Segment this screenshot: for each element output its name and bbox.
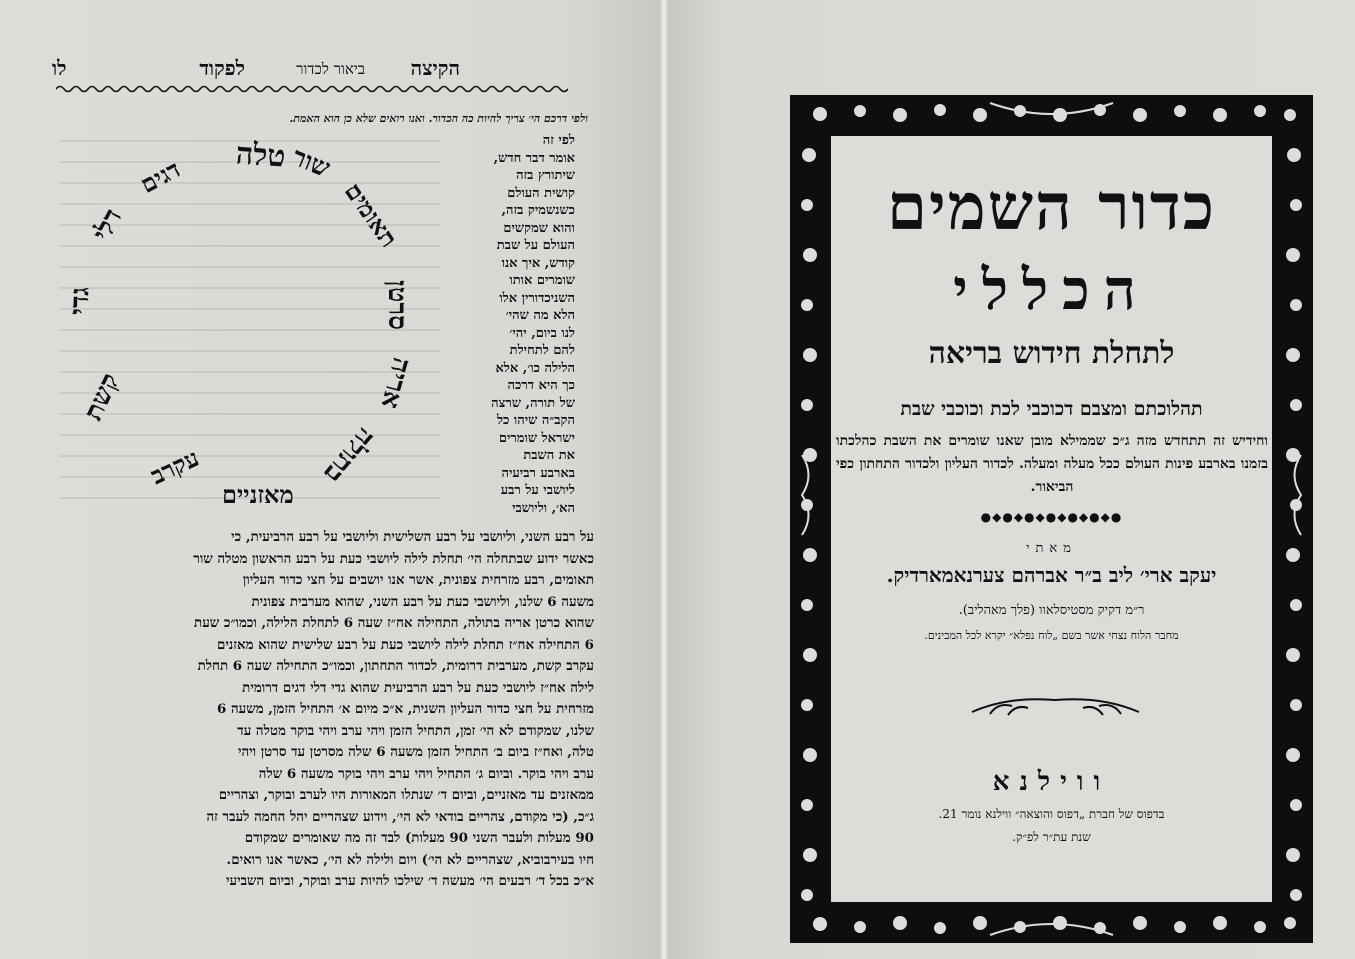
zodiac-dagim: דגים — [135, 154, 185, 199]
running-head-part2: ביאור לכדור — [296, 60, 365, 78]
side-line: קושית העולם — [507, 185, 575, 201]
title-paragraph: וחידיש זה תתחדש מזה ג״כ שממילא מובן שאנו שומרים את השבת כהלכתו בזמנו בארבע פינות העולם ככל מעלה ומעלה. לכדור העליון ולכדור התחתון כפי הביאור. — [836, 433, 1268, 495]
zodiac-taleh: טלה — [234, 136, 287, 175]
author-name: יעקב ארי׳ ליב ב״ר אברהם צערנאמארדיק. — [886, 563, 1217, 587]
body-line: טלה, ואח״ז ביום ב׳ התחיל הזמן משעה 6 שלה מסרטן עד סרטן ויהי — [237, 744, 594, 760]
body-line: שלנו, שמקודם לא הי׳ זמן, התחיל הזמן ויהי ערב ויהי בוקר מטלה עד — [237, 722, 594, 739]
ornament-row: ●◆●◆●◆●◆●◆●◆● — [980, 510, 1123, 524]
author-credit: מחבר הלוח נצחי אשר בשם „לוח נפלא״ יקרא לכל המבינים. — [924, 629, 1179, 642]
zodiac-shor: שור — [287, 142, 335, 184]
body-line: 6 התחילה אח״ז תחלת לילה ליושבי כעת על רבע שלישית שהוא מאזנים — [217, 636, 594, 653]
side-line: לנו ביום, יהי׳ — [509, 325, 575, 341]
side-line: כך היא דרכה — [507, 378, 575, 393]
swash-ornament — [968, 690, 1143, 720]
body-line: ערב ויהי בוקר. וביום ג׳ התחיל ויהי ערב ויהי בוקר משעה 6 שלה — [258, 765, 594, 782]
side-line: העולם על שבת — [496, 238, 575, 253]
side-line: הא׳, וליושבי — [512, 500, 575, 516]
side-line: הלילה כו׳, אלא — [495, 360, 575, 376]
zodiac-akrav: עקרב — [145, 442, 204, 491]
page-number: לו — [52, 56, 67, 80]
body-line: תאומים, רבע מזרחית צפונית, אשר אנו יושבים על חצי כדור העליון — [242, 572, 594, 588]
zodiac-sartan: סרטן — [381, 280, 412, 330]
title-line1: כדור השמים — [887, 170, 1216, 245]
side-line: שיתורץ בזה — [516, 168, 575, 183]
side-line: שומרים אותו — [509, 273, 575, 288]
title-line4: תהלוכתם ומצבם דכוכבי לכת וכוכבי שבת — [900, 398, 1203, 420]
body-line: עקרב קשת, מערבית דרומית, לכדור התחתון, וכמו״כ התחילה שעה 6 תחלת — [197, 658, 594, 674]
side-line: השניכדורין אלו — [499, 290, 575, 306]
left-page — [0, 0, 660, 959]
body-line: ג״כ, (כי מקודם, צהריים בודאי לא הי׳, וידוע שצהריים יהל החמה לעבר זה — [206, 808, 594, 825]
title-line2: הכללי — [953, 257, 1150, 323]
year-line: שנת עת״ר לפ״ק. — [1012, 830, 1091, 844]
side-column — [455, 132, 575, 517]
author-intro: מאתי — [1026, 541, 1077, 556]
body-text — [50, 527, 594, 893]
right-page — [668, 0, 1355, 959]
running-head — [50, 56, 460, 84]
side-line: אומר דבר חדש, — [493, 150, 575, 166]
body-line: 90 מעלות ולעבר השני 90 מעלות) לבד זה מה שאומרים שמקודם — [244, 830, 594, 846]
body-line: משעה 6 שלנו, וליושבי כעת על רבע השני, שהוא מערבית צפונית — [251, 593, 594, 610]
zodiac-betulah: בתולה — [317, 421, 381, 489]
body-line: שהוא כרטן אריה בתולה, התחילה אח״ז שעה 6 לתחלת הלילה, וכמו״כ שעת — [194, 615, 594, 631]
wavy-rule — [56, 84, 568, 94]
side-line: ליושבי על רבע — [500, 483, 575, 498]
side-line: לפי זה — [542, 133, 575, 148]
zodiac-moznayim: מאזניים — [222, 480, 294, 509]
side-line: הלא מה שהי׳ — [505, 308, 575, 323]
side-line: הקב״ה שיהו כל — [496, 413, 575, 428]
body-line: על רבע השני, וליושבי על רבע השלישית וליושבי על רבע הרביעית, כי — [231, 529, 594, 545]
body-line: לילה אח״ז ליושבי כעת על רבע הרביעית שהוא גדי דלי דגים דרומית — [242, 679, 594, 696]
running-head-part1: הקיצה — [410, 56, 460, 80]
side-line: בארבע רביעיה — [501, 465, 575, 481]
side-line: של תורה, שרצה — [491, 395, 575, 411]
zodiac-teumim: תאומים — [338, 177, 404, 253]
side-line: קודש, איך אנו — [501, 255, 575, 271]
body-line: ממאזנים עד מאזניים, וביום ד׳ שנתלו המאורות היו לערב ובוקר, וצהריים — [218, 787, 594, 803]
running-head-part3: לפקוד — [199, 56, 245, 80]
side-line: להם לתחילת — [509, 343, 575, 358]
zodiac-gdi: גדי — [64, 286, 96, 316]
side-line: ישראל שומרים — [498, 430, 575, 446]
body-line: א״כ בכל ד׳ רבעים הי׳ מעשה ד׳ שילכו להיות ערב ובוקר, וביום השביעי — [225, 873, 594, 889]
city-name: ווילנא — [992, 767, 1111, 797]
zodiac-dli: דלי — [87, 204, 129, 246]
side-line: כשנשמיק בזה, — [501, 203, 575, 218]
body-line: כאשר ידוע שבתחלה הי׳ תחלת לילה ליושבי כעת על רבע הראשון מטלה שור — [193, 550, 594, 567]
note-line: ולפי דרכם הי׳ צריך להיות כה הכדור. ואנו רואים שלא כן הוא האמת. — [289, 112, 588, 125]
side-line: והוא שמקשים — [503, 220, 575, 236]
body-line: מזרחית על חצי כדור העליון השנית, א״כ מיום א׳ התחיל הזמן, משעה 6 — [216, 701, 594, 717]
author-position: ר״מ דקיק מסטיסלאוו (פלך מאהליב). — [958, 603, 1145, 618]
side-line: את השבת — [523, 448, 575, 463]
printer-line: בדפוס של חברת „דפוס והוצאה״ ווילנא נומר 21. — [938, 807, 1165, 821]
zodiac-aryeh: אריה — [374, 354, 417, 412]
zodiac-keshet: קשת — [78, 368, 126, 426]
body-line: חיו בעירבוביא, שצהריים לא הי׳) ויום ולילה לא הי׳, כאשר אנו רואים. — [226, 851, 594, 868]
subtitle: לתחלת חידוש בריאה — [928, 336, 1175, 371]
